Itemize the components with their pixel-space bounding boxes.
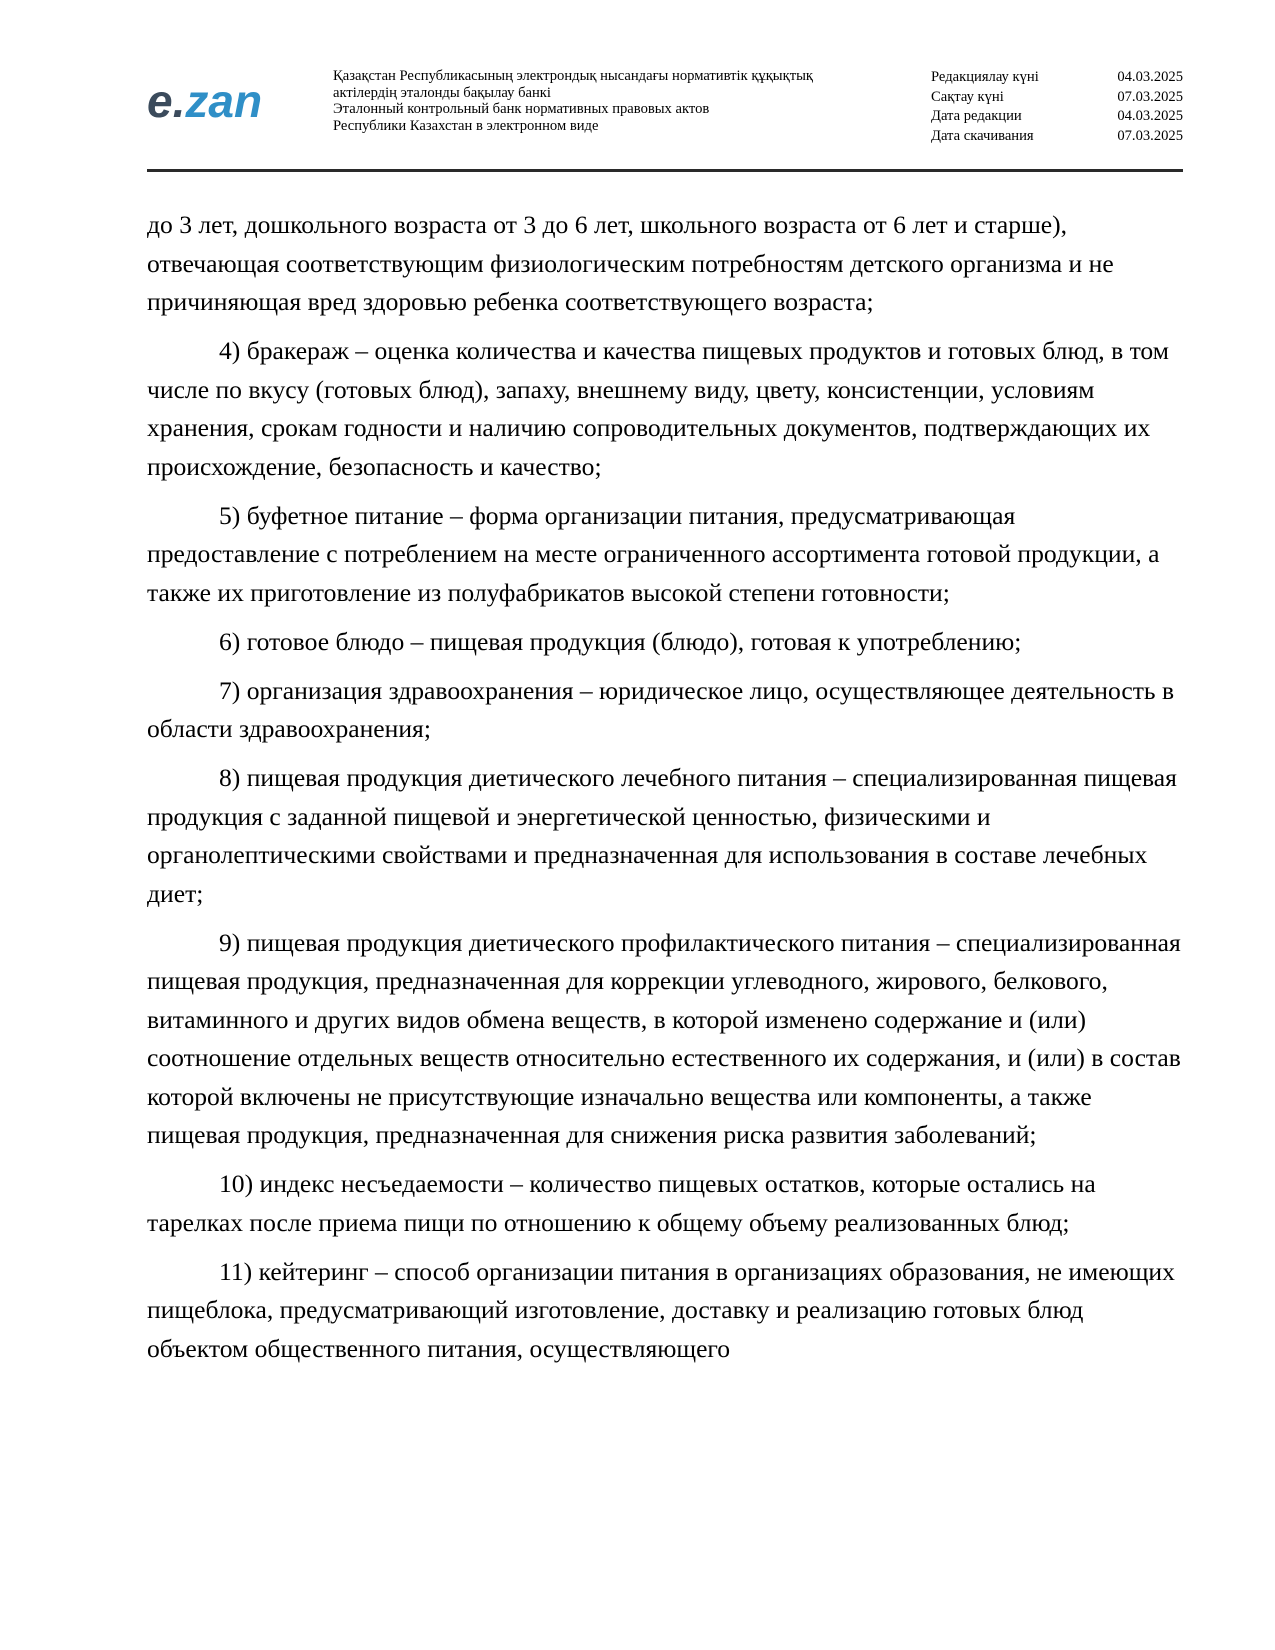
date-label: Дата скачивания: [931, 127, 1034, 144]
paragraph-item-9: 9) пищевая продукция диетического профилактического питания – специализированная пищевая продукция, предназначенная для коррекции углеводного, жирового, белкового, витаминного и других видов обмена веществ, в которой изменено содержание и (или) соотношение отдельных веществ относительно естественного их содержания, и (или) в состав которой включены не присутствующие изначально вещества или компоненты, а также пищевая продукция, предназначенная для снижения риска развития заболеваний;: [147, 927, 1181, 1149]
paragraph-item-8: 8) пищевая продукция диетического лечебного питания – специализированная пищевая продукция с заданной пищевой и энергетической ценностью, физическими и органолептическими свойствами и предназначенная для использования в составе лечебных диет;: [147, 763, 1177, 908]
date-row-edit-kz: [931, 68, 1183, 88]
bank-title-line: актілердің эталонды бақылау банкі: [333, 84, 551, 101]
date-value: 04.03.2025: [1117, 108, 1183, 124]
ezan-logo: [147, 76, 297, 126]
document-body: [147, 206, 1183, 1379]
header-divider: [147, 169, 1183, 172]
logo-e: e: [147, 75, 173, 127]
header-dates: [931, 68, 1183, 146]
date-row-download-ru: [931, 127, 1183, 147]
document-header: [147, 64, 1183, 164]
date-label: Редакциялау күні: [931, 69, 1039, 85]
bank-title-line: Республики Казахстан в электронном виде: [333, 117, 599, 134]
date-row-edit-ru: [931, 107, 1183, 127]
date-value: 07.03.2025: [1117, 127, 1183, 144]
date-label: Сақтау күні: [931, 88, 1004, 105]
paragraph-item-6: 6) готовое блюдо – пищевая продукция (блюдо), готовая к употреблению;: [219, 626, 1022, 656]
date-row-save-kz: [931, 88, 1183, 108]
paragraph-item-10: 10) индекс несъедаемости – количество пищевых остатков, которые остались на тарелках после приема пищи по отношению к общему объему реализованных блюд;: [147, 1169, 1096, 1237]
bank-title-line: Қазақстан Республикасының электрондық нысандағы нормативтік құқықтық: [333, 68, 813, 84]
paragraph-item-7: 7) организация здравоохранения – юридическое лицо, осуществляющее деятельность в области здравоохранения;: [147, 675, 1175, 743]
paragraph-item-11: 11) кейтеринг – способ организации питания в организациях образования, не имеющих пищеблока, предусматривающий изготовление, доставку и реализацию готовых блюд объектом общественного питания, осуществляющего: [147, 1256, 1175, 1363]
date-value: 07.03.2025: [1117, 88, 1183, 105]
logo-zan: zan: [185, 75, 263, 127]
paragraph-item-5: 5) буфетное питание – форма организации питания, предусматривающая предоставление с потреблением на месте ограниченного ассортимента готовой продукции, а также их приготовление из полуфабрикатов высокой степени готовности;: [147, 500, 1160, 607]
paragraph-continuation: до 3 лет, дошкольного возраста от 3 до 6 лет, школьного возраста от 6 лет и старше), отвечающая соответствующим физиологическим потребностям детского организма и не причиняющая вред здоровью ребенка соответствующего возраста;: [147, 210, 1114, 316]
date-value: 04.03.2025: [1117, 69, 1183, 85]
paragraph-item-4: 4) бракераж – оценка количества и качества пищевых продуктов и готовых блюд, в том числе по вкусу (готовых блюд), запаху, внешнему виду, цвету, консистенции, условиям хранения, срокам годности и наличию сопроводительных документов, подтверждающих их происхождение, безопасность и качество;: [147, 336, 1169, 481]
logo-dot: .: [172, 75, 186, 127]
bank-title-line: Эталонный контрольный банк нормативных правовых актов: [333, 101, 710, 117]
date-label: Дата редакции: [931, 108, 1022, 124]
bank-title: [333, 68, 893, 134]
